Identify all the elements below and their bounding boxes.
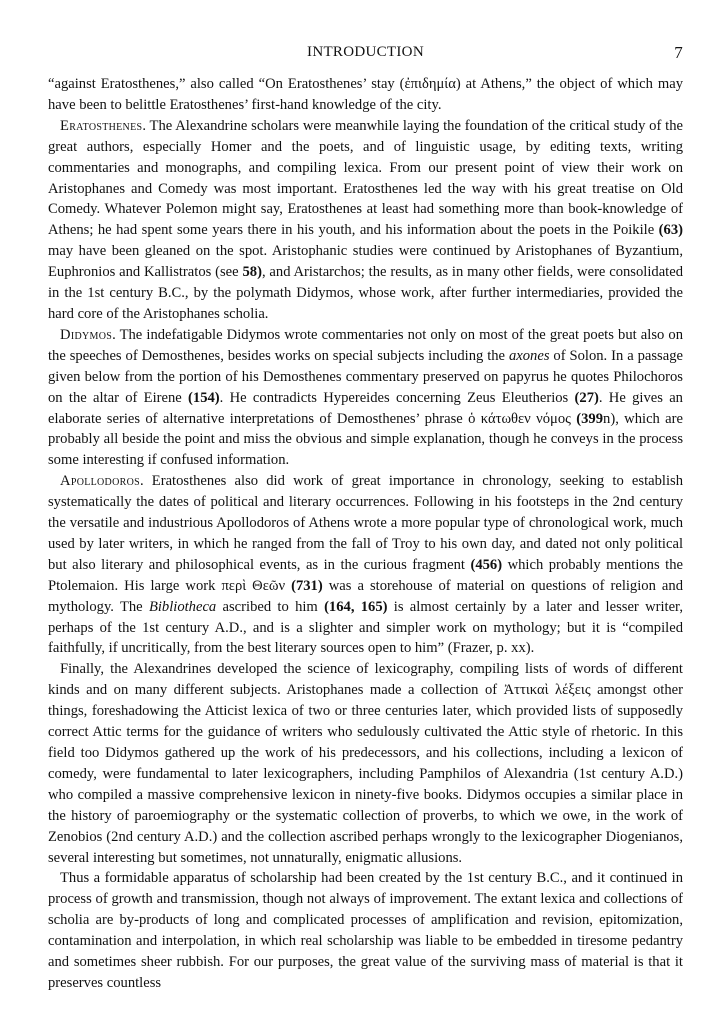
paragraph (48, 116, 683, 325)
page-number: 7 (674, 43, 683, 62)
section-heading: Didymos (60, 326, 113, 343)
text-run: . The indefatigable Didymos wrote commentaries not only on most of the great poets but also on the speeches of Demosthenes, besides works on special subjects including the (48, 326, 683, 364)
book-page (48, 44, 683, 994)
section-heading: Eratosthenes (60, 117, 143, 134)
reference-number: (27) (574, 389, 599, 406)
paragraph (48, 659, 683, 868)
text-run: which probably mentions the Ptolemaion. His large work περὶ Θεῶν (48, 556, 683, 594)
text-run: , and Aristarchos; the results, as in many other fields, were consolidated in the 1st century B.C., by the polymath Didymos, whose work, after further intermediaries, provided the hard core of the Aristophanes scholia. (48, 264, 683, 322)
paragraph (48, 471, 683, 659)
text-run: Thus a formidable apparatus of scholarship had been created by the 1st century B.C., and it continued in process of growth and transmission, though not always of improvement. The extant lexica and collections of scholia are by-products of long and complicated processes of amplification and revision, epitomization, contamination and interpolation, in which real scholarship was liable to be embedded in tiresome pedantry and sometimes sheer rubbish. For our purposes, the great value of the surviving mass of material is that it preserves countless (48, 870, 683, 991)
text-run: . He contradicts Hypereides concerning Zeus Eleutherios (219, 389, 575, 406)
text-run: axones (508, 347, 550, 364)
text-run: ascribed to him (216, 598, 325, 615)
text-run: was a storehouse of material on questions of religion and mythology. The (48, 577, 683, 615)
text-run: . The Alexandrine scholars were meanwhile laying the foundation of the critical study of the great authors, especially Homer and the poets, and of linguistic usage, by editing texts, writing commentaries and monographs, and compiling lexica. From our present point of view their work on Aristophanes and Comedy was most important. Eratosthenes led the way with his great treatise on Old Comedy. Whatever Polemon might say, Eratosthenes at least had something more than book-knowledge of Athens; he had spent some years there in his youth, and his information about the poets in the Poikile (48, 117, 683, 239)
reference-number: (154) (188, 389, 220, 406)
reference-number: 58) (242, 264, 262, 281)
reference-number: (731) (291, 577, 323, 594)
reference-number: (164, 165) (324, 598, 388, 615)
running-header (48, 44, 683, 66)
reference-number: (63) (658, 222, 683, 239)
text-run: may have been gleaned on the spot. Aristophanic studies were continued by Aristophanes of Byzantium, Euphronios and Kallistratos (see (48, 243, 683, 281)
text-run: “against Eratosthenes,” also called “On Eratosthenes’ stay (ἐπιδημία) at Athens,” the object of which may have been to belittle Eratosthenes’ first-hand knowledge of the city. (48, 76, 683, 113)
text-run: n), which are probably all beside the point and miss the obvious and simple explanation, though he conveys in the process some interesting if confused information. (48, 410, 683, 469)
text-run: Finally, the Alexandrines developed the science of lexicography, compiling lists of words of different kinds and on many different subjects. Aristophanes made a collection of Ἀττικαὶ λέξεις amongst other things, foreshadowing the Atticist lexica of two or three centuries later, which provided lists of supposedly correct Attic terms for the guidance of writers who sedulously cultivated the Attic style of rhetoric. In this field too Didymos gathered up the work of his predecessors, and his collections, including a lexicon of comedy, were fundamental to later lexicographers, including Pamphilos of Alexandria (1st century A.D.) who compiled a massive comprehensive lexicon in ninety-five books. Didymos occupies a similar place in the history of paroemiography or the systematic collection of proverbs, to which we owe, in the work of Zenobios (2nd century A.D.) and the collection ascribed perhaps wrongly to the lexicographer Diogenianos, several interesting but sometimes, not unnaturally, enigmatic allusions. (48, 661, 683, 866)
reference-number: (399 (576, 410, 604, 427)
text-run: is almost certainly by a later and lesser writer, perhaps of the 1st century A.D., and is a slighter and simpler work on mythology; but it is “compiled faithfully, if uncritically, from the best literary sources open to him” (Frazer, p. xx). (48, 598, 683, 657)
text-run: of Solon. In a passage given below from the portion of his Demosthenes commentary preserved on papyrus he quotes Philochoros on the altar of Eirene (48, 347, 683, 406)
text-run: . Eratosthenes also did work of great importance in chronology, seeking to establish systematically the dates of political and literary occurrences. Following in his footsteps in the 2nd century the versatile and industrious Apollodoros of Athens wrote a more popular type of chronological work, much used by later writers, in which he ranged from the fall of Troy to his own day, and dated not only political but also literary and philosophical events, as in the curious fragment (48, 473, 683, 573)
paragraph (48, 74, 683, 116)
reference-number: (456) (470, 556, 503, 573)
paragraph (48, 325, 683, 471)
body-text (48, 74, 683, 994)
text-run: Bibliotheca (148, 598, 217, 615)
section-heading: Apollodoros (60, 473, 140, 490)
paragraph (48, 868, 683, 993)
running-title: INTRODUCTION (307, 44, 424, 60)
text-run: . He gives an elaborate series of alternative interpretations of Demosthenes’ phrase ὁ κάτωθεν νόμος (48, 389, 683, 427)
